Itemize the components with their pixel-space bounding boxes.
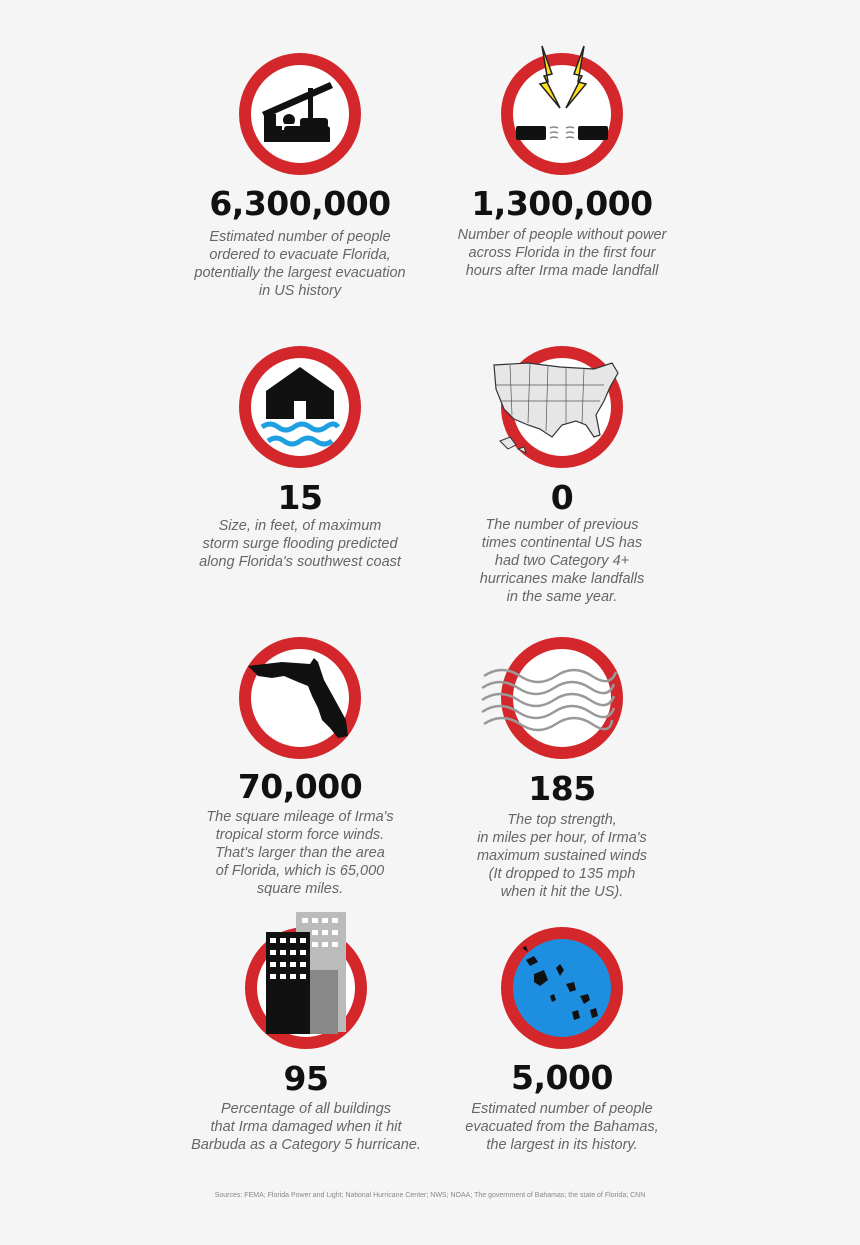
fact-wind-area <box>170 636 430 906</box>
fact-barbuda-damage <box>176 926 436 1166</box>
flooded-house-icon <box>238 345 362 469</box>
stat-value: 0 <box>550 478 574 517</box>
fact-storm-surge <box>170 345 430 595</box>
stat-description: Estimated number of people evacuated from the Bahamas, the largest in its history. <box>465 1101 659 1153</box>
stat-description: Number of people without power across Florida in the first four hours after Irma made landfall <box>457 227 667 279</box>
sources-footnote: Sources: FEMA; Florida Power and Light; National Hurricane Center; NWS; NOAA; The government of Bahamas; the state of Florida; CNN <box>214 1192 646 1199</box>
stat-description: The top strength, in miles per hour, of Irma's maximum sustained winds (It dropped to 135 mph when it hit the US). <box>476 812 648 900</box>
wind-lines-icon <box>500 636 624 760</box>
fact-bahamas-evacuation <box>432 926 692 1166</box>
fact-power-outage <box>432 52 692 302</box>
stat-description: Estimated number of people ordered to evacuate Florida, potentially the largest evacuation in US history <box>194 229 406 299</box>
damaged-buildings-icon <box>244 926 368 1050</box>
stat-value: 6,300,000 <box>209 184 391 223</box>
bahamas-map-icon <box>500 926 624 1050</box>
evacuation-house-icon <box>238 52 362 176</box>
stat-description: The square mileage of Irma's tropical storm force winds. That's larger than the area of Florida, which is 65,000 square miles. <box>206 809 394 897</box>
stat-description: Percentage of all buildings that Irma damaged when it hit Barbuda as a Category 5 hurricane. <box>191 1101 421 1153</box>
stat-description: Size, in feet, of maximum storm surge flooding predicted along Florida's southwest coast <box>199 518 401 570</box>
stat-value: 15 <box>277 478 323 517</box>
stat-value: 1,300,000 <box>471 184 653 223</box>
power-outage-icon <box>500 52 624 176</box>
fact-wind-speed <box>432 636 692 906</box>
stat-value: 185 <box>528 769 596 808</box>
fact-landfalls <box>432 345 692 615</box>
stat-description: The number of previous times continental US has had two Category 4+ hurricanes make landfalls in the same year. <box>479 517 645 605</box>
stat-value: 5,000 <box>511 1058 613 1097</box>
stat-value: 70,000 <box>237 767 363 806</box>
fact-evacuation <box>170 52 430 302</box>
florida-icon <box>238 636 362 760</box>
us-map-icon <box>500 345 624 469</box>
stat-value: 95 <box>283 1059 329 1098</box>
